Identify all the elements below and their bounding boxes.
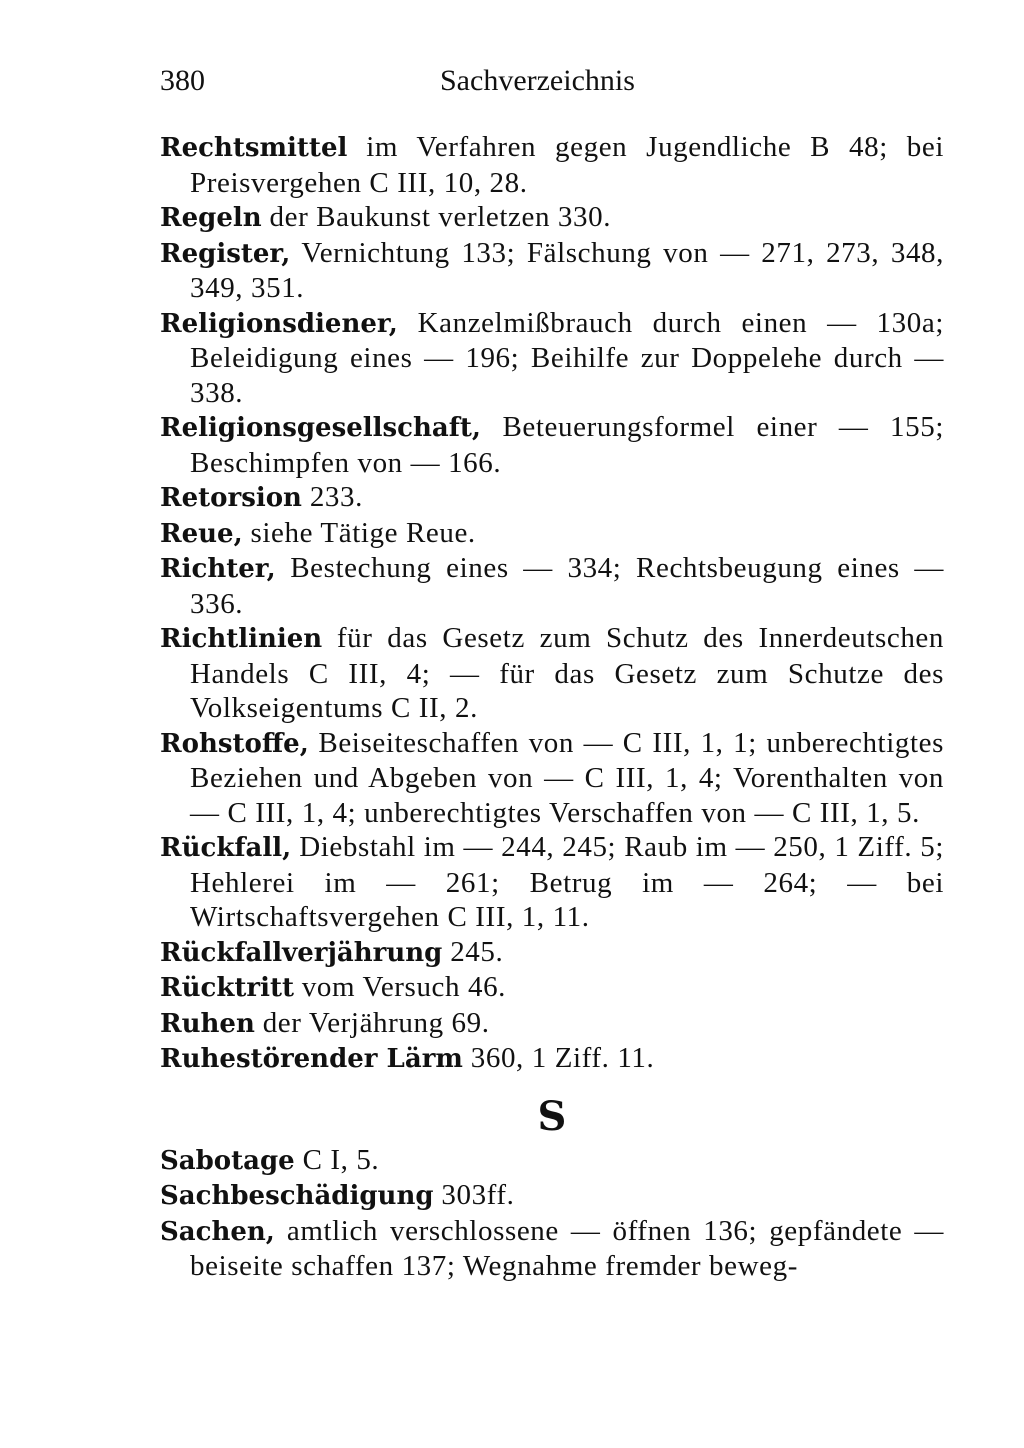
page-number: 380 bbox=[160, 64, 205, 97]
index-entry-ruhen bbox=[160, 1006, 944, 1042]
index-entry-religionsdiener bbox=[160, 306, 944, 411]
entry-text: 245. bbox=[442, 935, 504, 968]
index-entry-register bbox=[160, 236, 944, 306]
entry-term: Sabotage bbox=[160, 1145, 295, 1176]
index-entry-rueckfall bbox=[160, 830, 944, 935]
entry-text: siehe Tätige Reue. bbox=[242, 516, 476, 549]
index-entry-sachbeschaedigung bbox=[160, 1178, 944, 1214]
entry-term: Register, bbox=[160, 238, 291, 269]
entry-text: Vernichtung 133; Fälschung von — 271, 273, 348, 349, 351. bbox=[190, 236, 944, 304]
entry-text: 233. bbox=[301, 481, 363, 513]
entry-term: Ruhen bbox=[160, 1008, 255, 1039]
entry-term: Rücktritt bbox=[160, 973, 294, 1003]
entry-text: Kanzelmißbrauch durch einen — 130a; Beleidigung eines — 196; Beihilfe zur Doppelehe durch — 338. bbox=[190, 306, 944, 409]
entry-text: Diebstahl im — 244, 245; Raub im — 250, 1 Ziff. 5; Hehlerei im — 261; Betrug im — 264; — bei Wirtschaftsvergehen C III, 1, 11. bbox=[190, 831, 944, 933]
entry-text: für das Gesetz zum Schutz des Innerdeutschen Handels C III, 4; — für das Gesetz zum Schutze des Volkseigentums C II, 2. bbox=[190, 622, 944, 724]
entry-text: der Baukunst verletzen 330. bbox=[261, 201, 612, 233]
index-entry-reue bbox=[160, 516, 944, 552]
index-entries bbox=[160, 130, 944, 1284]
entry-text: der Verjährung 69. bbox=[254, 1006, 490, 1039]
index-entry-rueckfallverjaehrung bbox=[160, 935, 944, 971]
entry-term: Rückfall, bbox=[160, 833, 292, 863]
entry-term: Rückfallverjährung bbox=[160, 937, 443, 968]
entry-term: Sachbeschädigung bbox=[160, 1181, 434, 1211]
page-header bbox=[160, 64, 942, 104]
index-entry-ruecktritt bbox=[160, 970, 944, 1006]
index-entry-rechtsmittel bbox=[160, 130, 944, 200]
entry-term: Religionsdiener, bbox=[160, 308, 398, 339]
entry-term: Reue, bbox=[160, 518, 243, 549]
entry-text: Beteuerungsformel einer — 155; Beschimpfen von — 166. bbox=[190, 411, 944, 479]
running-head: Sachverzeichnis bbox=[440, 64, 635, 97]
entry-text: 303ff. bbox=[433, 1179, 515, 1211]
entry-term: Rohstoffe, bbox=[160, 728, 309, 759]
entry-text: C I, 5. bbox=[294, 1143, 380, 1176]
entry-text: 360, 1 Ziff. 11. bbox=[462, 1042, 655, 1074]
entry-term: Richter, bbox=[160, 554, 276, 584]
entry-text: amtlich verschlossene — öffnen 136; gepfändete — beiseite schaffen 137; Wegnahme fremder beweg- bbox=[190, 1214, 944, 1282]
index-entry-sachen bbox=[160, 1214, 944, 1284]
index-entry-rohstoffe bbox=[160, 726, 944, 831]
entry-term: Ruhestörender Lärm bbox=[160, 1044, 463, 1074]
entry-term: Richtlinien bbox=[160, 624, 323, 654]
index-entry-sabotage bbox=[160, 1143, 944, 1179]
section-letter-heading: S bbox=[537, 1092, 567, 1140]
entry-term: Rechtsmittel bbox=[160, 133, 348, 163]
entry-text: vom Versuch 46. bbox=[293, 971, 507, 1003]
entry-term: Regeln bbox=[160, 203, 262, 233]
index-entry-retorsion bbox=[160, 480, 944, 516]
index-entry-richtlinien bbox=[160, 621, 944, 726]
entry-text: Beiseiteschaffen von — C III, 1, 1; unberechtigtes Beziehen und Abgeben von — C III, 1, 4; Vorenthalten von — C III, 1, 4; unberechtigtes Verschaffen von — C III, 1, 5. bbox=[190, 726, 944, 829]
entry-term: Sachen, bbox=[160, 1216, 275, 1247]
entry-term: Religionsgesellschaft, bbox=[160, 413, 481, 443]
entry-text: im Verfahren gegen Jugendliche B 48; bei Preisvergehen C III, 10, 28. bbox=[190, 131, 944, 199]
index-entry-regeln bbox=[160, 200, 944, 236]
index-entry-richter bbox=[160, 551, 944, 621]
index-entry-religionsgesellschaft bbox=[160, 410, 944, 480]
entry-text: Bestechung eines — 334; Rechtsbeugung eines — 336. bbox=[190, 552, 944, 620]
index-entry-ruhestoerender-laerm bbox=[160, 1041, 944, 1077]
entry-term: Retorsion bbox=[160, 483, 302, 513]
